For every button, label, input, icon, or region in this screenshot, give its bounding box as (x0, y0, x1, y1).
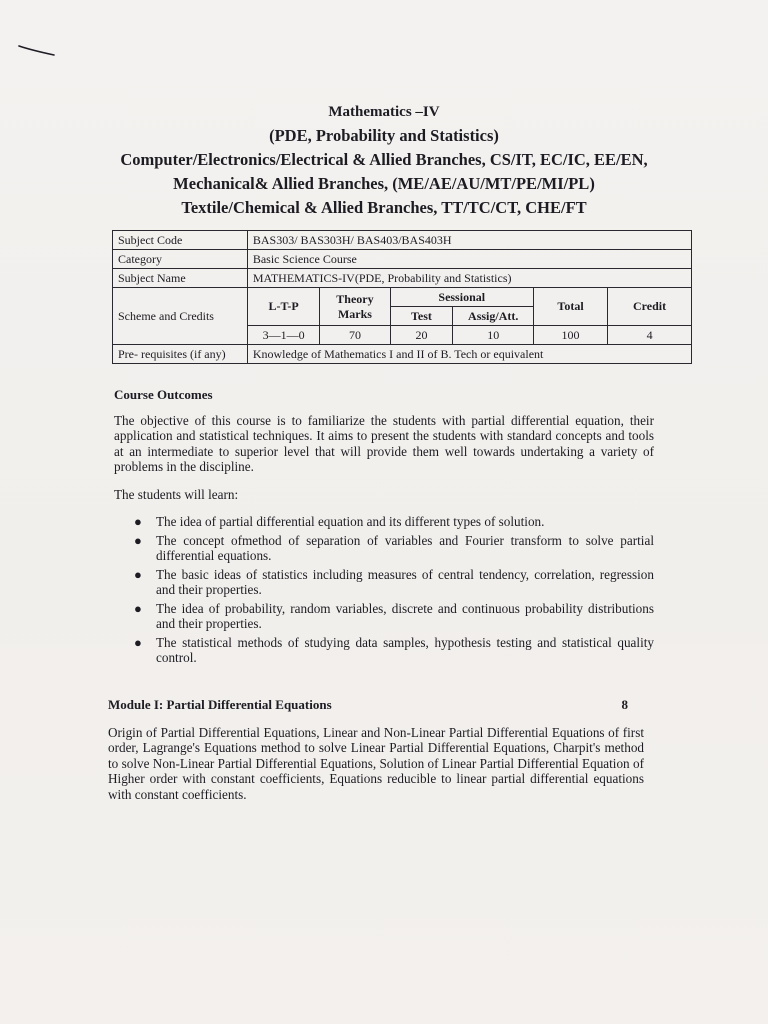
table-row (113, 345, 692, 364)
course-title: Mathematics –IV (328, 104, 440, 120)
credit-value: 4 (608, 326, 692, 345)
ltp-header: L-T-P (247, 288, 320, 326)
prereq-value: Knowledge of Mathematics I and II of B. Tech or equivalent (247, 345, 691, 364)
outcomes-list (114, 514, 654, 666)
subject-code-label: Subject Code (113, 231, 248, 250)
list-item (114, 533, 654, 564)
bullet-icon: ● (134, 514, 142, 529)
list-item (114, 514, 654, 530)
category-value: Basic Science Course (247, 250, 691, 269)
bullet-icon: ● (134, 600, 142, 616)
module-1-hours: 8 (621, 697, 628, 712)
outcome-text: The concept ofmethod of separation of variables and Fourier transform to solve partial differential equations. (156, 532, 654, 563)
learn-intro: The students will learn: (114, 486, 239, 502)
module-1-header (108, 697, 628, 713)
assig-value: 10 (453, 326, 534, 345)
test-value: 20 (390, 326, 453, 345)
scheme-label: Scheme and Credits (113, 288, 248, 345)
module-1-heading: Module I: Partial Differential Equations (108, 697, 332, 712)
theory-header: Theory Marks (320, 288, 390, 326)
bullet-icon: ● (134, 532, 142, 548)
category-label: Category (113, 250, 248, 269)
pen-stroke-mark (18, 42, 56, 58)
credit-header: Credit (608, 288, 692, 326)
assig-header: Assig/Att. (453, 307, 534, 326)
total-value: 100 (533, 326, 607, 345)
objective-paragraph: The objective of this course is to familiarize the students with partial differential equation, their application and statistical techniques. It aims to present the students with standard concepts and tools at an intermediate to superior level that will provide them well towards undertaking a variety of problems in the discipline. (114, 412, 654, 474)
test-header: Test (390, 307, 453, 326)
list-item (114, 567, 654, 598)
ltp-value: 3—1—0 (247, 326, 320, 345)
subject-info-table (112, 230, 692, 364)
module-1-section (108, 697, 644, 802)
table-row (113, 231, 692, 250)
subject-name-label: Subject Name (113, 269, 248, 288)
table-row (113, 288, 692, 307)
table-row (113, 250, 692, 269)
outcome-text: The basic ideas of statistics including measures of central tendency, correlation, regression and their properties. (156, 566, 654, 597)
sessional-header: Sessional (390, 288, 533, 307)
total-header: Total (533, 288, 607, 326)
theory-value: 70 (320, 326, 390, 345)
bullet-icon: ● (134, 634, 142, 650)
outcome-text: The statistical methods of studying data samples, hypothesis testing and statistical quality control. (156, 634, 654, 665)
branches-line-3: Textile/Chemical & Allied Branches, TT/TC/CT, CHE/FT (181, 198, 587, 217)
outcome-text: The idea of partial differential equation and its different types of solution. (156, 514, 545, 529)
prereq-label: Pre- requisites (if any) (113, 345, 248, 364)
table-row (113, 269, 692, 288)
document-titles (0, 100, 768, 220)
subject-name-value: MATHEMATICS-IV(PDE, Probability and Statistics) (247, 269, 691, 288)
course-outcomes-heading: Course Outcomes (114, 387, 213, 402)
course-outcomes-section (114, 387, 654, 669)
branches-line-1: Computer/Electronics/Electrical & Allied Branches, CS/IT, EC/IC, EE/EN, (120, 150, 648, 169)
course-subtitle: (PDE, Probability and Statistics) (269, 126, 499, 145)
list-item (114, 635, 654, 666)
subject-code-value: BAS303/ BAS303H/ BAS403/BAS403H (247, 231, 691, 250)
outcome-text: The idea of probability, random variables, discrete and continuous probability distributions and their properties. (156, 600, 654, 631)
module-1-text: Origin of Partial Differential Equations, Linear and Non-Linear Partial Differential Equations of first order, Lagrange's Equations method to solve Linear Partial Differential Equations, Charpit's method to solve Non-Linear Partial Differential Equations, Solution of Linear Partial Differential Equation of Higher order with constant coefficients, Equations reducible to linear partial differential equations with constant coefficients. (108, 724, 644, 802)
bullet-icon: ● (134, 566, 142, 582)
list-item (114, 601, 654, 632)
branches-line-2: Mechanical& Allied Branches, (ME/AE/AU/MT/PE/MI/PL) (173, 174, 595, 193)
